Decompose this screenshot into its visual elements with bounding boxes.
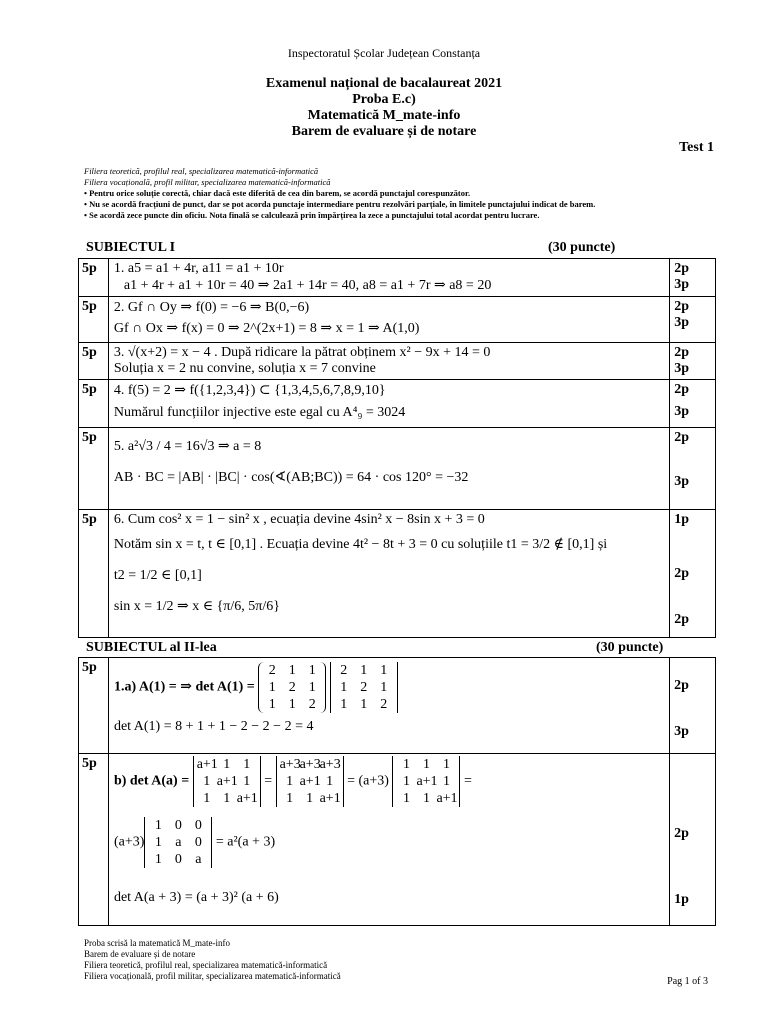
matrix-a1: 2 1 1 1 2 1 1 1 2	[258, 662, 326, 713]
det-a1: 2 1 1 1 2 1 1 1 2	[330, 662, 398, 713]
footer-line: Filiera teoretică, profilul real, specializarea matematică-informatică	[84, 960, 328, 970]
row-points: 5p	[79, 297, 109, 343]
det-reduced: 1 0 0 1 a 0 1 0 a	[144, 817, 212, 868]
row-solution	[108, 754, 669, 926]
det-aa-sum: a+3a+3a+3 1 a+1 1 1 1 a+1	[276, 756, 344, 807]
row-marks	[670, 297, 716, 343]
solution-line: 4. f(5) = 2 ⇒ f({1,2,3,4}) ⊂ {1,3,4,5,6,7,8,9,10}	[113, 383, 386, 398]
solution-line: det A(1) = 8 + 1 + 1 − 2 − 2 − 2 = 4	[113, 719, 314, 734]
exam-subject: Matematică M_mate-info	[307, 108, 461, 123]
det-aa: a+1 1 1 1 a+1 1 1 1 a+1	[193, 756, 261, 807]
table-row	[79, 658, 716, 754]
solution-line: 6. Cum cos² x = 1 − sin² x , ecuația devine 4sin² x − 8sin x + 3 = 0	[113, 512, 485, 527]
subject-2-label: SUBIECTUL al II-lea	[86, 640, 217, 655]
row-solution	[108, 428, 669, 510]
matrix-line	[114, 662, 664, 713]
solution-line: det A(a + 3) = (a + 3)² (a + 6)	[113, 890, 279, 905]
solution-line: Numărul funcțiilor injective este egal cu A⁴₉ = 3024	[113, 405, 406, 420]
solution-line: = a²(a + 3)	[215, 834, 276, 850]
row-solution	[108, 380, 669, 428]
mark: 2p	[674, 612, 690, 627]
table-row	[79, 343, 716, 380]
solution-line: AB · BC = |AB| · |BC| · cos(∢(AB;BC)) = 64 · cos 120° = −32	[113, 470, 469, 485]
row-points: 5p	[79, 380, 109, 428]
exam-title: Examenul național de bacalaureat 2021	[265, 76, 503, 91]
mark: 2p	[674, 430, 690, 445]
table-row	[79, 754, 716, 926]
solution-line: Soluția x = 2 nu convine, soluția x = 7 convine	[113, 361, 376, 376]
matrix-line: (a+3)1 0 0 1 a 0 1 0 a = a²(a + 3)	[113, 818, 276, 867]
note-line: • Se acordă zece puncte din oficiu. Nota finală se calculează prin împărțirea la zece a punctajului total acordat pentru lucrare.	[84, 210, 540, 220]
exam-proba: Proba E.c)	[352, 92, 416, 107]
mark: 2p	[674, 566, 690, 581]
mark: 3p	[674, 724, 689, 739]
solution-line: 1.a) A(1) = ⇒ det A(1) =	[113, 679, 255, 695]
row-points: 5p	[79, 658, 109, 754]
note-line: Filiera teoretică, profilul real, specializarea matematică-informatică	[84, 166, 319, 176]
table-row	[79, 297, 716, 343]
institution-header: Inspectoratul Școlar Județean Constanța	[287, 46, 481, 60]
mark: 2p	[674, 299, 690, 314]
subject-1-table	[78, 258, 716, 638]
row-solution	[108, 658, 669, 754]
solution-line: 3. √(x+2) = x − 4 . După ridicare la pătrat obținem x² − 9x + 14 = 0	[113, 345, 491, 360]
solution-line: b) det A(a) =	[113, 773, 190, 789]
test-label: Test 1	[679, 140, 714, 155]
row-points: 5p	[79, 754, 109, 926]
row-solution	[108, 510, 669, 638]
row-marks	[670, 259, 716, 297]
mark: 1p	[674, 512, 690, 527]
mark: 3p	[674, 404, 690, 419]
note-line: • Nu se acordă fracțiuni de punct, dar se pot acorda punctaje intermediare pentru rezolvări parțiale, în limitele punctajului indicat de barem.	[84, 199, 596, 209]
row-points: 5p	[79, 259, 109, 297]
row-solution	[108, 297, 669, 343]
row-points: 5p	[79, 510, 109, 638]
mark: 3p	[674, 361, 690, 376]
solution-line: Gf ∩ Ox ⇒ f(x) = 0 ⇒ 2^(2x+1) = 8 ⇒ x = 1 ⇒ A(1,0)	[113, 321, 420, 336]
row-points: 5p	[79, 428, 109, 510]
row-marks	[670, 658, 716, 754]
row-solution	[108, 259, 669, 297]
mark: 2p	[674, 345, 690, 360]
row-marks	[670, 510, 716, 638]
mark: 1p	[674, 892, 689, 907]
solution-line: 5. a²√3 / 4 = 16√3 ⇒ a = 8	[113, 439, 262, 454]
footer-line: Proba scrisă la matematică M_mate-info	[84, 938, 230, 948]
table-row	[79, 259, 716, 297]
row-marks	[670, 343, 716, 380]
note-line: Filiera vocațională, profil militar, specializarea matematică-informatică	[84, 177, 331, 187]
mark: 3p	[674, 474, 690, 489]
row-points: 5p	[79, 343, 109, 380]
instructions	[84, 166, 688, 221]
row-marks	[670, 380, 716, 428]
mark: 3p	[674, 277, 690, 292]
subject-2-points: (30 puncte)	[596, 640, 664, 655]
footer-line: Filiera vocațională, profil militar, specializarea matematică-informatică	[84, 971, 341, 981]
solution-line: sin x = 1/2 ⇒ x ∈ {π/6, 5π/6}	[113, 599, 280, 614]
mark: 2p	[674, 382, 690, 397]
footer-line: Barem de evaluare și de notare	[84, 949, 196, 959]
mark: 2p	[674, 678, 689, 693]
row-solution	[108, 343, 669, 380]
row-marks	[670, 754, 716, 926]
page-number: Pag 1 of 3	[667, 976, 708, 987]
exam-barem: Barem de evaluare și de notare	[291, 124, 477, 139]
subject-1-label: SUBIECTUL I	[86, 240, 176, 255]
solution-line: t2 = 1/2 ∈ [0,1]	[113, 568, 202, 583]
solution-line: 2. Gf ∩ Oy ⇒ f(0) = −6 ⇒ B(0,−6)	[113, 300, 310, 315]
table-row	[79, 510, 716, 638]
footer	[84, 938, 341, 982]
mark: 3p	[674, 315, 690, 330]
mark: 2p	[674, 261, 690, 276]
det-aa-factored: 1 1 1 1 a+1 1 1 1 a+1	[392, 756, 460, 807]
solution-line: a1 + 4r + a1 + 10r = 40 ⇒ 2a1 + 14r = 40, a8 = a1 + 7r ⇒ a8 = 20	[123, 278, 492, 293]
table-row	[79, 380, 716, 428]
solution-line: Notăm sin x = t, t ∈ [0,1] . Ecuația devine 4t² − 8t + 3 = 0 cu soluțiile t1 = 3/2 ∉ [0,1] și	[113, 537, 608, 552]
mark: 2p	[674, 826, 689, 841]
row-marks	[670, 428, 716, 510]
matrix-line: b) det A(a) = a+1 1 1 1 a+1 1 1 1 a+1 = a+3a+3a+3 1 a+1 1 1 1 a+1 = (a+3) 1 1 1 1 a+1 1 1 1 a+1 =	[113, 757, 472, 806]
subject-1-points: (30 puncte)	[548, 240, 616, 255]
subject-2-table	[78, 657, 716, 926]
note-line: • Pentru orice soluție corectă, chiar dacă este diferită de cea din barem, se acordă punctajul corespunzător.	[84, 188, 471, 198]
table-row	[79, 428, 716, 510]
solution-line: 1. a5 = a1 + 4r, a11 = a1 + 10r	[113, 261, 284, 276]
